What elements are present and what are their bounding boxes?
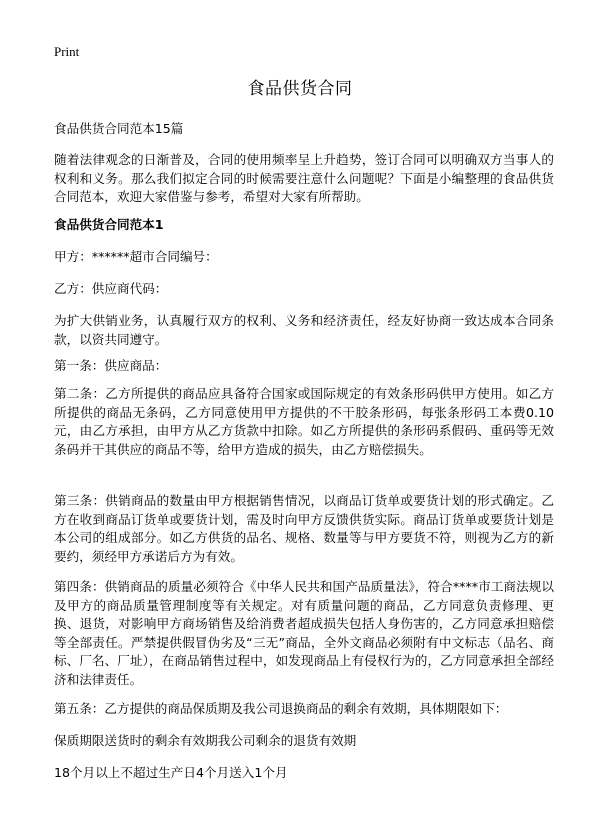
document-title: 食品供货合同 (247, 79, 353, 99)
party-a-line: 甲方：******超市合同编号： (54, 249, 218, 264)
article-3: 第三条：供销商品的数量由甲方根据销售情况，以商品订货单或要货计划的形式确定。乙方在收到商品订货单或要货计划，需及时向甲方反馈供货实际。商品订货单或要货计划是本公司的组成部分。如乙方供货的品名、规格、数量等与甲方要货不符，则视为乙方的新要约，须经甲方承诺后方为有效。 (54, 493, 554, 564)
party-b-line: 乙方：供应商代码： (54, 281, 168, 296)
preamble-paragraph: 为扩大供销业务，认真履行双方的权利、义务和经济责任，经友好协商一致达成本合同条款，以资共同遵守。 (54, 313, 554, 347)
section-heading: 食品供货合同范本1 (54, 217, 164, 232)
article-5: 第五条：乙方提供的商品保质期及我公司退换商品的剩余有效期，具体期限如下： (54, 701, 508, 716)
table-row-line: 18个月以上不超过生产日4个月送入1个月 (54, 765, 288, 780)
article-1: 第一条：供应商品： (54, 358, 168, 373)
article-4: 第四条：供销商品的质量必须符合《中华人民共和国产品质量法》，符合****市工商法规以及甲方的商品质量管理制度等有关规定。对有质量问题的商品，乙方同意负责修理、更换、退货，对影响甲方商场销售及给消费者超成损失包括人身伤害的，乙方同意承担赔偿等全部责任。严禁提供假冒伪劣及“三无”商品，全外文商品必须附有中文标志（品名、商标、厂名、厂址），在商品销售过程中，如发现商品上有侵权行为的，乙方同意承担全部经济和法律责任。 (54, 579, 554, 687)
intro-line: 食品供货合同范本15篇 (54, 121, 184, 136)
print-link[interactable]: Print (54, 44, 80, 59)
intro-paragraph: 随着法律观念的日渐普及，合同的使用频率呈上升趋势，签订合同可以明确双方当事人的权利和义务。那么我们拟定合同的时候需要注意什么问题呢？下面是小编整理的食品供货合同范本，欢迎大家借鉴与参考，希望对大家有所帮助。 (54, 152, 554, 204)
table-header-line: 保质期限送货时的剩余有效期我公司剩余的退货有效期 (54, 733, 357, 748)
article-2: 第二条：乙方所提供的商品应具备符合国家或国际规定的有效条形码供甲方使用。如乙方所提供的商品无条码，乙方同意使用甲方提供的不干胶条形码，每张条形码工本费0.10元，由乙方承担，由甲方从乙方货款中扣除。如乙方所提供的条形码系假码、重码等无效条码并干其供应的商品不等，给甲方造成的损失，由乙方赔偿损失。 (54, 386, 554, 457)
